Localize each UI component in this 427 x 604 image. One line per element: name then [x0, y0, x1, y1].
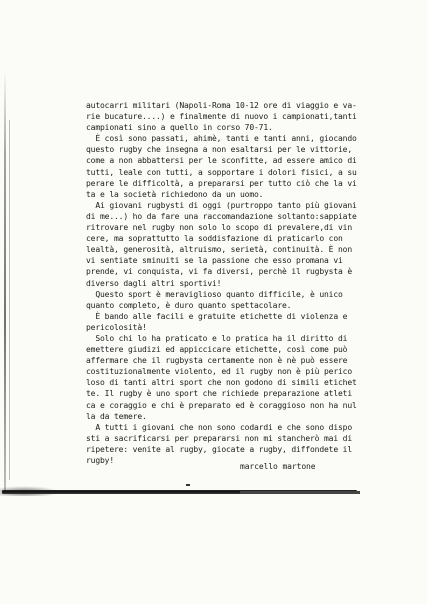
text-line: A tutti i giovani che non sono codardi e che sono dispo [86, 422, 352, 432]
page-binding-edge [4, 70, 6, 490]
text-line: costituzionalmente violento, ed il rugby non è più perico [86, 367, 352, 377]
text-line: È così sono passati, ahimè, tanti e tanti anni, giocando [86, 134, 357, 144]
text-line: emettere giudizi ed appiccicare etichette, così come può [86, 345, 348, 355]
text-line: ritrovare nel rugby non solo lo scopo di prevalere,di vin [86, 223, 352, 233]
text-line: ripetere: venite al rugby, giocate a rugby, diffondete il [86, 444, 352, 454]
text-line: come a non abbattersi per le sconfitte, ad essere amico di [86, 156, 357, 166]
text-line: affermare che il rugbysta certamente non è nè può essere [86, 356, 348, 366]
text-line: quanto completo, è duro quanto spettacolare. [86, 300, 292, 310]
text-line: cere, ma soprattutto la soddisfazione di praticarlo con [86, 234, 343, 244]
page-binding-edge-inner [9, 120, 10, 480]
text-line: sti a sacrificarsi per prepararsi non mi stancherò mai di [86, 433, 352, 443]
author-signature: marcello martone [240, 462, 316, 471]
text-line: autocarri militari (Napoli-Roma 10-12 ore di viaggio e va- [86, 101, 357, 110]
typewritten-text-block [86, 100, 406, 466]
text-line: diverso dagli altri sportivi! [86, 278, 222, 288]
text-line: Solo chi lo ha praticato e lo pratica ha il diritto di [86, 333, 348, 343]
text-line: Ai giovani rugbysti di oggi (purtroppo tanto più giovani [86, 200, 357, 210]
text-line: perare le difficoltà, a prepararsi per tutto ciò che la vi [86, 178, 357, 188]
text-line: ta e la società richiedono da un uomo. [86, 189, 264, 199]
text-line: la da temere. [86, 411, 147, 421]
text-line: rugby! [86, 456, 114, 465]
text-line: pericolosità! [86, 322, 147, 332]
text-line: vi sentiate sminuiti se la passione che esso promana vi [86, 256, 343, 266]
text-line: prende, vi conquista, vi fa diversi, perchè il rugbysta è [86, 267, 352, 277]
text-line: È bando alle facili e gratuite etichette di violenza e [86, 311, 348, 321]
text-line: campionati sino a quello in corso 70-71. [86, 123, 273, 133]
text-line: te. Il rugby è uno sport che richiede preparazione atleti [86, 389, 352, 399]
text-line: ca e coraggio e chi è preparato ed è coraggioso non ha nul [86, 400, 357, 410]
text-line: questo rugby che insegna a non esaltarsi per le vittorie, [86, 145, 352, 155]
page-bottom-edge-tail [240, 491, 360, 494]
typewriter-mark [186, 484, 190, 486]
text-line: loso di tanti altri sport che non godono di simili etichet [86, 378, 357, 388]
text-line: di me...) ho da fare una raccomandazione soltanto:sappiate [86, 211, 357, 221]
text-line: tutti, leale con tutti, a sopportare i dolori fisici, a su [86, 167, 357, 177]
text-line: rie bucature....) e finalmente di nuovo i campionati,tanti [86, 112, 357, 122]
text-line: lealtà, generosità, altruismo, serietà, continuità. È non [86, 245, 352, 255]
text-line: Questo sport è meraviglioso quanto difficile, è unico [86, 289, 343, 299]
